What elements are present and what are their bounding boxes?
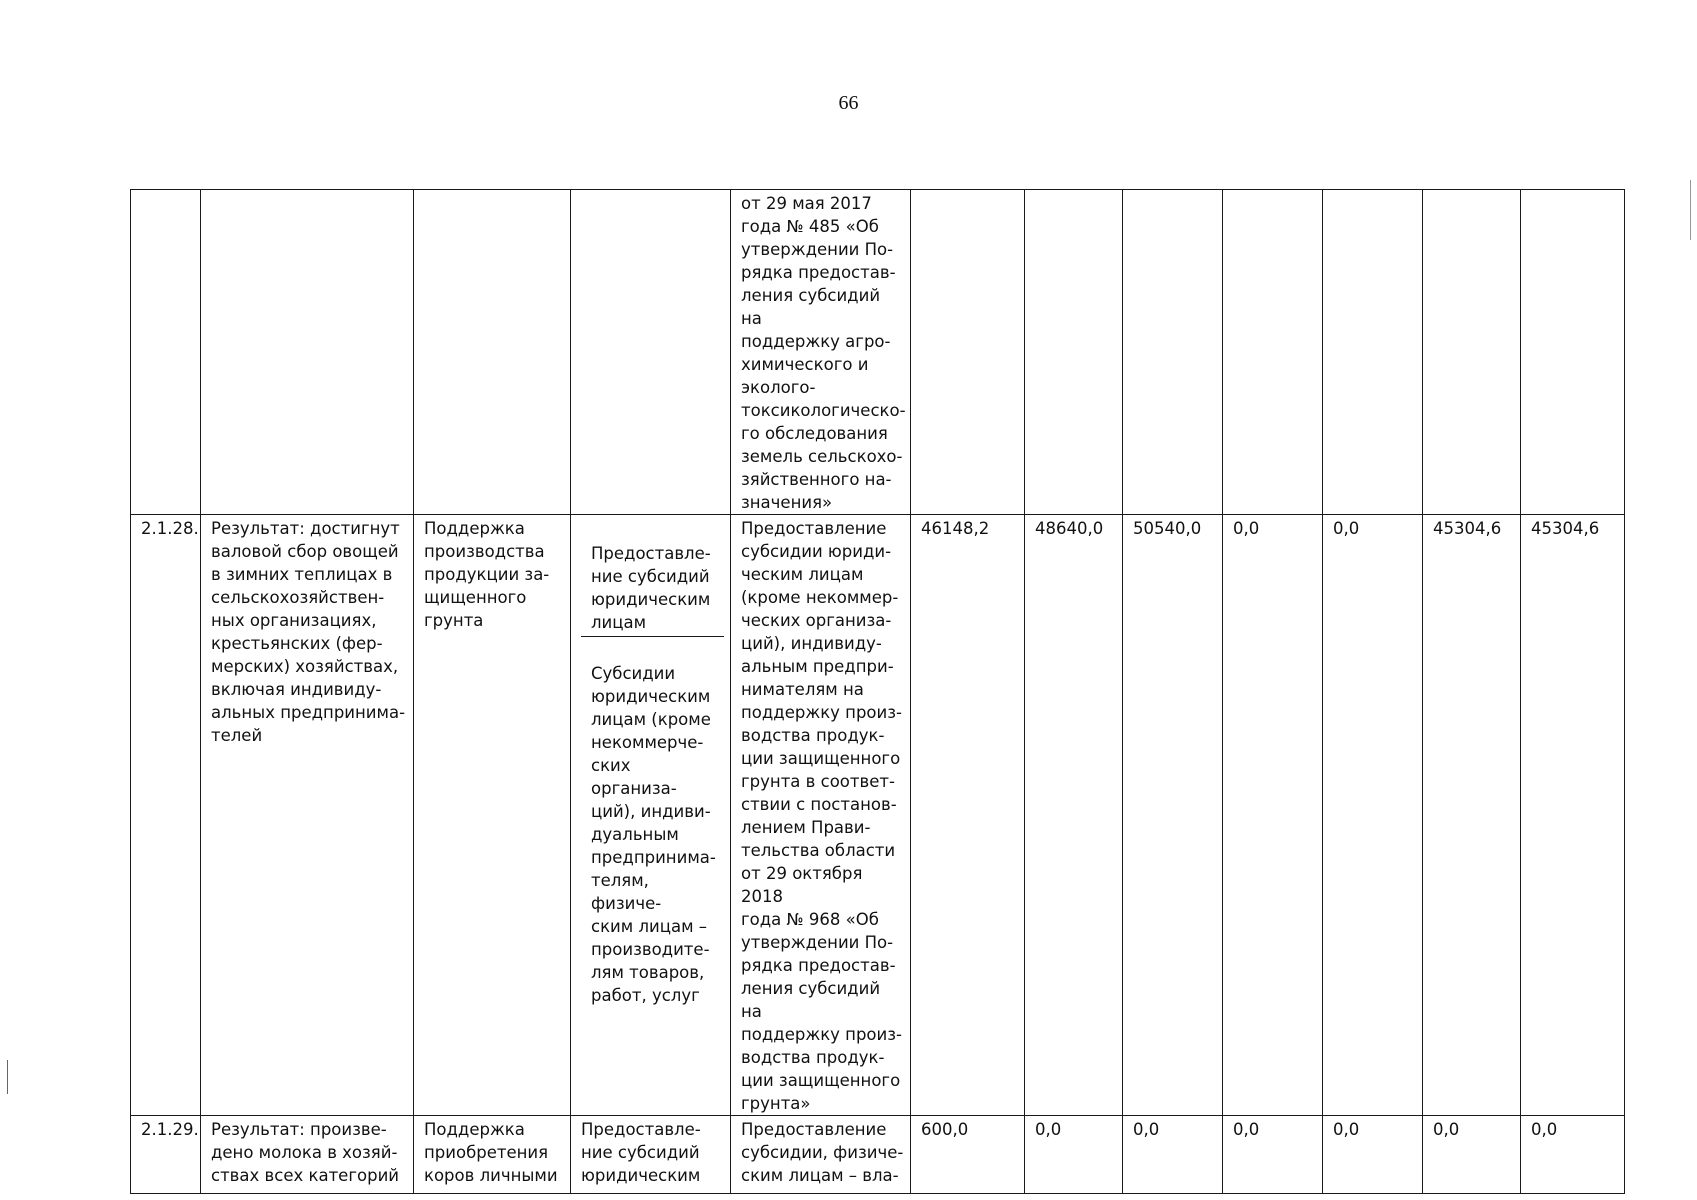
value-cell: 0,0 xyxy=(1323,515,1423,1116)
value-cell: 0,0 xyxy=(1223,1116,1323,1194)
table-row xyxy=(131,515,1625,1116)
scan-edge-mark xyxy=(7,1060,8,1094)
value-cell: 45304,6 xyxy=(1521,515,1625,1116)
table-row xyxy=(131,190,1625,515)
basis-cell: от 29 мая 2017 года № 485 «Об утверждении По- рядка предостав- ления субсидий на поддержку агро- химического и эколого- токсикологическо- го обследования земель сельскохо- зяйственного на- значения» xyxy=(731,190,911,515)
value-cell: 600,0 xyxy=(911,1116,1025,1194)
row-number xyxy=(131,190,201,515)
value-cell: 0,0 xyxy=(1423,1116,1521,1194)
value-cell: 0,0 xyxy=(1025,1116,1123,1194)
value-cell: 50540,0 xyxy=(1123,515,1223,1116)
value-cell xyxy=(1123,190,1223,515)
value-cell xyxy=(1223,190,1323,515)
value-cell: 0,0 xyxy=(1223,515,1323,1116)
result-cell: Результат: достигнут валовой сбор овощей в зимних теплицах в сельскохозяйствен- ных организациях, крестьянских (фер- мерских) хозяйствах, включая индивиду- альных предпринима- телей xyxy=(201,515,414,1116)
value-cell: 45304,6 xyxy=(1423,515,1521,1116)
table-row xyxy=(131,1116,1625,1194)
row-number: 2.1.28. xyxy=(131,515,201,1116)
basis-cell: Предоставление субсидии юриди- ческим лицам (кроме некоммер- ческих организа- ций), индивиду- альным предпри- нимателям на поддержку произ- водства продук- ции защищенного грунта в соответ- ствии с постанов- лением Прави- тельства области от 29 октября 2018 года № 968 «Об утверждении По- рядка предостав- ления субсидий на поддержку произ- водства продук- ции защищенного грунта» xyxy=(731,515,911,1116)
value-cell xyxy=(1423,190,1521,515)
measure-cell: Поддержка приобретения коров личными xyxy=(414,1116,571,1194)
value-cell xyxy=(1323,190,1423,515)
value-cell: 0,0 xyxy=(1521,1116,1625,1194)
direction-cell-top: Предоставле- ние субсидий юридическим лицам xyxy=(581,540,724,637)
value-cell: 0,0 xyxy=(1323,1116,1423,1194)
direction-cell xyxy=(571,190,731,515)
budget-table xyxy=(130,189,1625,1194)
basis-cell: Предоставление субсидии, физиче- ским лицам – вла- xyxy=(731,1116,911,1194)
measure-cell: Поддержка производства продукции за- щищенного грунта xyxy=(414,515,571,1116)
direction-cell-bottom: Субсидии юридическим лицам (кроме некоммерче- ских организа- ций), индиви- дуальным предпринима- телям, физиче- ским лицам – производите- лям товаров, работ, услуг xyxy=(591,664,716,1005)
direction-cell: Предоставле- ние субсидий юридическим xyxy=(571,1116,731,1194)
result-cell: Результат: произве- дено молока в хозяй- ствах всех категорий xyxy=(201,1116,414,1194)
value-cell: 48640,0 xyxy=(1025,515,1123,1116)
direction-cell xyxy=(571,515,731,1116)
value-cell xyxy=(1025,190,1123,515)
result-cell xyxy=(201,190,414,515)
value-cell: 46148,2 xyxy=(911,515,1025,1116)
value-cell xyxy=(1521,190,1625,515)
measure-cell xyxy=(414,190,571,515)
row-number: 2.1.29. xyxy=(131,1116,201,1194)
value-cell: 0,0 xyxy=(1123,1116,1223,1194)
scan-edge-mark xyxy=(1690,180,1691,240)
value-cell xyxy=(911,190,1025,515)
page-number: 66 xyxy=(838,92,859,114)
